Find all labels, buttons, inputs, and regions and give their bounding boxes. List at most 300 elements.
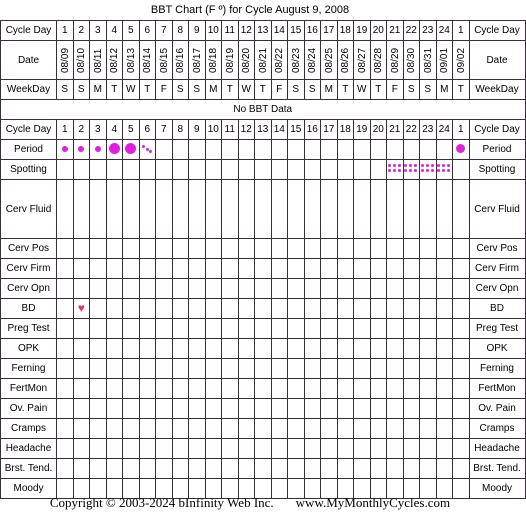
cell-cerv_fluid[interactable] bbox=[238, 180, 255, 239]
cell-cerv_pos[interactable] bbox=[123, 239, 140, 259]
cell-cramps[interactable] bbox=[106, 419, 123, 439]
cell-cerv_fluid[interactable] bbox=[271, 180, 288, 239]
cell-period[interactable] bbox=[420, 140, 437, 160]
cell-cerv_pos[interactable] bbox=[321, 239, 338, 259]
cell-fertmon[interactable] bbox=[436, 379, 453, 399]
cell-cerv_firm[interactable] bbox=[172, 259, 189, 279]
cell-period[interactable] bbox=[156, 140, 173, 160]
cell-preg_test[interactable] bbox=[354, 319, 371, 339]
cell-cramps[interactable] bbox=[205, 419, 222, 439]
cell-fertmon[interactable] bbox=[387, 379, 404, 399]
cell-headache[interactable] bbox=[156, 439, 173, 459]
cell-ov_pain[interactable] bbox=[436, 399, 453, 419]
cell-period[interactable] bbox=[90, 140, 107, 160]
cell-headache[interactable] bbox=[189, 439, 206, 459]
cell-ferning[interactable] bbox=[238, 359, 255, 379]
cell-ov_pain[interactable] bbox=[205, 399, 222, 419]
cell-opk[interactable] bbox=[106, 339, 123, 359]
cell-cramps[interactable] bbox=[321, 419, 338, 439]
cell-fertmon[interactable] bbox=[321, 379, 338, 399]
cell-brst_tend[interactable] bbox=[139, 459, 156, 479]
cell-bd[interactable] bbox=[106, 299, 123, 319]
cell-spotting[interactable] bbox=[156, 160, 173, 180]
cell-cerv_firm[interactable] bbox=[123, 259, 140, 279]
cell-cerv_opn[interactable] bbox=[255, 279, 272, 299]
cell-fertmon[interactable] bbox=[370, 379, 387, 399]
cell-ferning[interactable] bbox=[106, 359, 123, 379]
cell-spotting[interactable] bbox=[321, 160, 338, 180]
cell-spotting[interactable] bbox=[73, 160, 90, 180]
cell-cerv_pos[interactable] bbox=[90, 239, 107, 259]
cell-brst_tend[interactable] bbox=[90, 459, 107, 479]
cell-bd[interactable] bbox=[222, 299, 239, 319]
cell-spotting[interactable] bbox=[123, 160, 140, 180]
cell-preg_test[interactable] bbox=[370, 319, 387, 339]
cell-ferning[interactable] bbox=[205, 359, 222, 379]
cell-headache[interactable] bbox=[387, 439, 404, 459]
cell-fertmon[interactable] bbox=[271, 379, 288, 399]
cell-fertmon[interactable] bbox=[172, 379, 189, 399]
cell-cerv_opn[interactable] bbox=[271, 279, 288, 299]
cell-brst_tend[interactable] bbox=[337, 459, 354, 479]
cell-cramps[interactable] bbox=[453, 419, 470, 439]
cell-preg_test[interactable] bbox=[288, 319, 305, 339]
cell-period[interactable] bbox=[403, 140, 420, 160]
cell-preg_test[interactable] bbox=[238, 319, 255, 339]
cell-ov_pain[interactable] bbox=[403, 399, 420, 419]
cell-period[interactable] bbox=[321, 140, 338, 160]
cell-cerv_opn[interactable] bbox=[304, 279, 321, 299]
cell-brst_tend[interactable] bbox=[106, 459, 123, 479]
cell-cramps[interactable] bbox=[387, 419, 404, 439]
cell-cerv_opn[interactable] bbox=[222, 279, 239, 299]
cell-cerv_fluid[interactable] bbox=[288, 180, 305, 239]
cell-cerv_opn[interactable] bbox=[205, 279, 222, 299]
cell-cramps[interactable] bbox=[403, 419, 420, 439]
cell-brst_tend[interactable] bbox=[73, 459, 90, 479]
cell-ferning[interactable] bbox=[139, 359, 156, 379]
cell-preg_test[interactable] bbox=[189, 319, 206, 339]
cell-period[interactable] bbox=[57, 140, 74, 160]
cell-bd[interactable] bbox=[337, 299, 354, 319]
cell-cerv_firm[interactable] bbox=[321, 259, 338, 279]
cell-cerv_opn[interactable] bbox=[436, 279, 453, 299]
cell-cerv_firm[interactable] bbox=[354, 259, 371, 279]
cell-period[interactable] bbox=[255, 140, 272, 160]
cell-cerv_pos[interactable] bbox=[255, 239, 272, 259]
cell-cramps[interactable] bbox=[90, 419, 107, 439]
cell-cramps[interactable] bbox=[288, 419, 305, 439]
cell-ferning[interactable] bbox=[370, 359, 387, 379]
cell-headache[interactable] bbox=[106, 439, 123, 459]
cell-spotting[interactable] bbox=[436, 160, 453, 180]
cell-ov_pain[interactable] bbox=[222, 399, 239, 419]
cell-spotting[interactable] bbox=[337, 160, 354, 180]
cell-bd[interactable] bbox=[139, 299, 156, 319]
cell-ferning[interactable] bbox=[172, 359, 189, 379]
cell-period[interactable] bbox=[453, 140, 470, 160]
cell-preg_test[interactable] bbox=[139, 319, 156, 339]
cell-brst_tend[interactable] bbox=[403, 459, 420, 479]
cell-fertmon[interactable] bbox=[90, 379, 107, 399]
cell-opk[interactable] bbox=[453, 339, 470, 359]
cell-cerv_opn[interactable] bbox=[156, 279, 173, 299]
cell-bd[interactable] bbox=[156, 299, 173, 319]
cell-ov_pain[interactable] bbox=[255, 399, 272, 419]
cell-fertmon[interactable] bbox=[156, 379, 173, 399]
cell-period[interactable] bbox=[205, 140, 222, 160]
cell-fertmon[interactable] bbox=[304, 379, 321, 399]
cell-cerv_fluid[interactable] bbox=[73, 180, 90, 239]
cell-ov_pain[interactable] bbox=[387, 399, 404, 419]
cell-ov_pain[interactable] bbox=[73, 399, 90, 419]
cell-bd[interactable] bbox=[321, 299, 338, 319]
cell-opk[interactable] bbox=[354, 339, 371, 359]
cell-ferning[interactable] bbox=[271, 359, 288, 379]
cell-bd[interactable] bbox=[189, 299, 206, 319]
cell-preg_test[interactable] bbox=[205, 319, 222, 339]
cell-preg_test[interactable] bbox=[304, 319, 321, 339]
cell-opk[interactable] bbox=[90, 339, 107, 359]
cell-cerv_opn[interactable] bbox=[172, 279, 189, 299]
cell-brst_tend[interactable] bbox=[321, 459, 338, 479]
cell-cerv_firm[interactable] bbox=[189, 259, 206, 279]
cell-cerv_fluid[interactable] bbox=[90, 180, 107, 239]
cell-bd[interactable] bbox=[387, 299, 404, 319]
cell-cerv_opn[interactable] bbox=[139, 279, 156, 299]
cell-opk[interactable] bbox=[139, 339, 156, 359]
cell-opk[interactable] bbox=[222, 339, 239, 359]
cell-cerv_firm[interactable] bbox=[205, 259, 222, 279]
cell-cerv_pos[interactable] bbox=[271, 239, 288, 259]
cell-preg_test[interactable] bbox=[337, 319, 354, 339]
cell-spotting[interactable] bbox=[354, 160, 371, 180]
cell-bd[interactable] bbox=[255, 299, 272, 319]
cell-ferning[interactable] bbox=[156, 359, 173, 379]
cell-cerv_fluid[interactable] bbox=[337, 180, 354, 239]
cell-opk[interactable] bbox=[73, 339, 90, 359]
cell-ferning[interactable] bbox=[189, 359, 206, 379]
cell-opk[interactable] bbox=[288, 339, 305, 359]
cell-cerv_opn[interactable] bbox=[453, 279, 470, 299]
cell-preg_test[interactable] bbox=[387, 319, 404, 339]
cell-cerv_firm[interactable] bbox=[156, 259, 173, 279]
cell-bd[interactable] bbox=[436, 299, 453, 319]
cell-cramps[interactable] bbox=[337, 419, 354, 439]
cell-ov_pain[interactable] bbox=[370, 399, 387, 419]
cell-ov_pain[interactable] bbox=[172, 399, 189, 419]
cell-spotting[interactable] bbox=[189, 160, 206, 180]
cell-cerv_opn[interactable] bbox=[90, 279, 107, 299]
cell-cramps[interactable] bbox=[354, 419, 371, 439]
cell-preg_test[interactable] bbox=[271, 319, 288, 339]
cell-period[interactable] bbox=[271, 140, 288, 160]
cell-headache[interactable] bbox=[436, 439, 453, 459]
cell-cerv_fluid[interactable] bbox=[57, 180, 74, 239]
cell-opk[interactable] bbox=[57, 339, 74, 359]
cell-cerv_firm[interactable] bbox=[90, 259, 107, 279]
cell-cerv_fluid[interactable] bbox=[420, 180, 437, 239]
cell-period[interactable] bbox=[189, 140, 206, 160]
cell-ov_pain[interactable] bbox=[123, 399, 140, 419]
cell-opk[interactable] bbox=[255, 339, 272, 359]
cell-cerv_opn[interactable] bbox=[420, 279, 437, 299]
cell-bd[interactable] bbox=[453, 299, 470, 319]
cell-preg_test[interactable] bbox=[321, 319, 338, 339]
cell-bd[interactable] bbox=[271, 299, 288, 319]
cell-cerv_pos[interactable] bbox=[57, 239, 74, 259]
cell-preg_test[interactable] bbox=[403, 319, 420, 339]
cell-preg_test[interactable] bbox=[453, 319, 470, 339]
cell-brst_tend[interactable] bbox=[172, 459, 189, 479]
cell-ferning[interactable] bbox=[123, 359, 140, 379]
cell-ferning[interactable] bbox=[436, 359, 453, 379]
cell-spotting[interactable] bbox=[453, 160, 470, 180]
cell-cramps[interactable] bbox=[222, 419, 239, 439]
cell-cerv_firm[interactable] bbox=[304, 259, 321, 279]
cell-cerv_firm[interactable] bbox=[106, 259, 123, 279]
cell-cerv_fluid[interactable] bbox=[172, 180, 189, 239]
cell-headache[interactable] bbox=[222, 439, 239, 459]
cell-bd[interactable] bbox=[403, 299, 420, 319]
cell-period[interactable] bbox=[288, 140, 305, 160]
cell-cramps[interactable] bbox=[189, 419, 206, 439]
cell-cerv_pos[interactable] bbox=[222, 239, 239, 259]
cell-fertmon[interactable] bbox=[57, 379, 74, 399]
cell-cerv_fluid[interactable] bbox=[123, 180, 140, 239]
cell-cerv_opn[interactable] bbox=[189, 279, 206, 299]
cell-fertmon[interactable] bbox=[139, 379, 156, 399]
cell-opk[interactable] bbox=[172, 339, 189, 359]
cell-cerv_pos[interactable] bbox=[73, 239, 90, 259]
cell-spotting[interactable] bbox=[288, 160, 305, 180]
cell-preg_test[interactable] bbox=[90, 319, 107, 339]
cell-cerv_pos[interactable] bbox=[304, 239, 321, 259]
cell-cerv_firm[interactable] bbox=[271, 259, 288, 279]
cell-brst_tend[interactable] bbox=[205, 459, 222, 479]
cell-fertmon[interactable] bbox=[73, 379, 90, 399]
cell-opk[interactable] bbox=[189, 339, 206, 359]
cell-ferning[interactable] bbox=[403, 359, 420, 379]
cell-cerv_fluid[interactable] bbox=[189, 180, 206, 239]
cell-opk[interactable] bbox=[123, 339, 140, 359]
cell-headache[interactable] bbox=[123, 439, 140, 459]
cell-cerv_firm[interactable] bbox=[420, 259, 437, 279]
cell-period[interactable] bbox=[238, 140, 255, 160]
cell-cerv_firm[interactable] bbox=[403, 259, 420, 279]
cell-fertmon[interactable] bbox=[288, 379, 305, 399]
cell-cramps[interactable] bbox=[255, 419, 272, 439]
cell-fertmon[interactable] bbox=[337, 379, 354, 399]
cell-fertmon[interactable] bbox=[238, 379, 255, 399]
cell-spotting[interactable] bbox=[139, 160, 156, 180]
cell-cerv_firm[interactable] bbox=[436, 259, 453, 279]
cell-preg_test[interactable] bbox=[123, 319, 140, 339]
cell-headache[interactable] bbox=[271, 439, 288, 459]
cell-cerv_fluid[interactable] bbox=[403, 180, 420, 239]
cell-cerv_pos[interactable] bbox=[387, 239, 404, 259]
cell-cerv_firm[interactable] bbox=[238, 259, 255, 279]
cell-period[interactable] bbox=[354, 140, 371, 160]
cell-fertmon[interactable] bbox=[354, 379, 371, 399]
cell-brst_tend[interactable] bbox=[156, 459, 173, 479]
cell-period[interactable] bbox=[370, 140, 387, 160]
cell-ferning[interactable] bbox=[337, 359, 354, 379]
cell-brst_tend[interactable] bbox=[238, 459, 255, 479]
cell-brst_tend[interactable] bbox=[222, 459, 239, 479]
cell-ov_pain[interactable] bbox=[288, 399, 305, 419]
cell-ov_pain[interactable] bbox=[139, 399, 156, 419]
cell-cerv_fluid[interactable] bbox=[205, 180, 222, 239]
cell-cramps[interactable] bbox=[57, 419, 74, 439]
cell-preg_test[interactable] bbox=[73, 319, 90, 339]
cell-spotting[interactable] bbox=[57, 160, 74, 180]
cell-period[interactable] bbox=[106, 140, 123, 160]
cell-opk[interactable] bbox=[370, 339, 387, 359]
cell-cramps[interactable] bbox=[370, 419, 387, 439]
cell-cerv_fluid[interactable] bbox=[453, 180, 470, 239]
cell-fertmon[interactable] bbox=[189, 379, 206, 399]
cell-ferning[interactable] bbox=[354, 359, 371, 379]
cell-cerv_pos[interactable] bbox=[453, 239, 470, 259]
cell-brst_tend[interactable] bbox=[271, 459, 288, 479]
cell-period[interactable] bbox=[73, 140, 90, 160]
cell-opk[interactable] bbox=[321, 339, 338, 359]
cell-cramps[interactable] bbox=[73, 419, 90, 439]
cell-headache[interactable] bbox=[420, 439, 437, 459]
cell-cerv_opn[interactable] bbox=[73, 279, 90, 299]
cell-headache[interactable] bbox=[205, 439, 222, 459]
cell-spotting[interactable] bbox=[172, 160, 189, 180]
cell-bd[interactable] bbox=[288, 299, 305, 319]
cell-opk[interactable] bbox=[403, 339, 420, 359]
cell-cerv_opn[interactable] bbox=[123, 279, 140, 299]
cell-bd[interactable] bbox=[123, 299, 140, 319]
cell-fertmon[interactable] bbox=[403, 379, 420, 399]
cell-spotting[interactable] bbox=[420, 160, 437, 180]
cell-cerv_opn[interactable] bbox=[337, 279, 354, 299]
cell-cerv_firm[interactable] bbox=[57, 259, 74, 279]
cell-brst_tend[interactable] bbox=[189, 459, 206, 479]
cell-opk[interactable] bbox=[304, 339, 321, 359]
cell-cerv_pos[interactable] bbox=[156, 239, 173, 259]
cell-headache[interactable] bbox=[288, 439, 305, 459]
cell-ferning[interactable] bbox=[453, 359, 470, 379]
cell-cerv_fluid[interactable] bbox=[370, 180, 387, 239]
cell-headache[interactable] bbox=[453, 439, 470, 459]
cell-preg_test[interactable] bbox=[255, 319, 272, 339]
cell-preg_test[interactable] bbox=[436, 319, 453, 339]
cell-cramps[interactable] bbox=[123, 419, 140, 439]
cell-headache[interactable] bbox=[403, 439, 420, 459]
cell-cerv_fluid[interactable] bbox=[222, 180, 239, 239]
cell-spotting[interactable] bbox=[238, 160, 255, 180]
cell-bd[interactable] bbox=[57, 299, 74, 319]
cell-headache[interactable] bbox=[370, 439, 387, 459]
cell-brst_tend[interactable] bbox=[354, 459, 371, 479]
cell-ov_pain[interactable] bbox=[321, 399, 338, 419]
cell-cerv_pos[interactable] bbox=[205, 239, 222, 259]
cell-opk[interactable] bbox=[387, 339, 404, 359]
cell-bd[interactable] bbox=[205, 299, 222, 319]
cell-brst_tend[interactable] bbox=[387, 459, 404, 479]
cell-cerv_firm[interactable] bbox=[453, 259, 470, 279]
cell-bd[interactable] bbox=[420, 299, 437, 319]
cell-headache[interactable] bbox=[304, 439, 321, 459]
cell-cerv_firm[interactable] bbox=[370, 259, 387, 279]
cell-cramps[interactable] bbox=[271, 419, 288, 439]
cell-cerv_firm[interactable] bbox=[337, 259, 354, 279]
cell-period[interactable] bbox=[222, 140, 239, 160]
cell-cerv_opn[interactable] bbox=[238, 279, 255, 299]
cell-ferning[interactable] bbox=[57, 359, 74, 379]
cell-ov_pain[interactable] bbox=[189, 399, 206, 419]
cell-fertmon[interactable] bbox=[453, 379, 470, 399]
cell-cerv_pos[interactable] bbox=[420, 239, 437, 259]
cell-cerv_fluid[interactable] bbox=[156, 180, 173, 239]
cell-headache[interactable] bbox=[139, 439, 156, 459]
cell-spotting[interactable] bbox=[387, 160, 404, 180]
cell-cramps[interactable] bbox=[436, 419, 453, 439]
cell-opk[interactable] bbox=[271, 339, 288, 359]
cell-preg_test[interactable] bbox=[106, 319, 123, 339]
cell-ov_pain[interactable] bbox=[106, 399, 123, 419]
cell-bd[interactable] bbox=[304, 299, 321, 319]
cell-cerv_pos[interactable] bbox=[403, 239, 420, 259]
cell-cerv_opn[interactable] bbox=[387, 279, 404, 299]
cell-brst_tend[interactable] bbox=[304, 459, 321, 479]
cell-preg_test[interactable] bbox=[172, 319, 189, 339]
cell-spotting[interactable] bbox=[271, 160, 288, 180]
cell-ferning[interactable] bbox=[321, 359, 338, 379]
cell-ferning[interactable] bbox=[73, 359, 90, 379]
cell-opk[interactable] bbox=[205, 339, 222, 359]
cell-bd[interactable] bbox=[73, 299, 90, 319]
cell-cerv_opn[interactable] bbox=[403, 279, 420, 299]
cell-cramps[interactable] bbox=[304, 419, 321, 439]
cell-bd[interactable] bbox=[90, 299, 107, 319]
cell-cerv_opn[interactable] bbox=[288, 279, 305, 299]
cell-cramps[interactable] bbox=[238, 419, 255, 439]
cell-period[interactable] bbox=[337, 140, 354, 160]
cell-brst_tend[interactable] bbox=[288, 459, 305, 479]
cell-brst_tend[interactable] bbox=[370, 459, 387, 479]
cell-bd[interactable] bbox=[238, 299, 255, 319]
cell-opk[interactable] bbox=[337, 339, 354, 359]
cell-bd[interactable] bbox=[354, 299, 371, 319]
cell-period[interactable] bbox=[387, 140, 404, 160]
cell-cerv_pos[interactable] bbox=[354, 239, 371, 259]
cell-ov_pain[interactable] bbox=[156, 399, 173, 419]
cell-cerv_pos[interactable] bbox=[288, 239, 305, 259]
cell-brst_tend[interactable] bbox=[420, 459, 437, 479]
cell-preg_test[interactable] bbox=[57, 319, 74, 339]
cell-cerv_opn[interactable] bbox=[354, 279, 371, 299]
cell-period[interactable] bbox=[436, 140, 453, 160]
cell-brst_tend[interactable] bbox=[436, 459, 453, 479]
cell-spotting[interactable] bbox=[255, 160, 272, 180]
cell-headache[interactable] bbox=[90, 439, 107, 459]
cell-cerv_pos[interactable] bbox=[106, 239, 123, 259]
cell-ov_pain[interactable] bbox=[354, 399, 371, 419]
cell-fertmon[interactable] bbox=[205, 379, 222, 399]
cell-period[interactable] bbox=[123, 140, 140, 160]
cell-cerv_firm[interactable] bbox=[139, 259, 156, 279]
cell-cerv_fluid[interactable] bbox=[387, 180, 404, 239]
cell-headache[interactable] bbox=[172, 439, 189, 459]
cell-ferning[interactable] bbox=[420, 359, 437, 379]
cell-cramps[interactable] bbox=[420, 419, 437, 439]
